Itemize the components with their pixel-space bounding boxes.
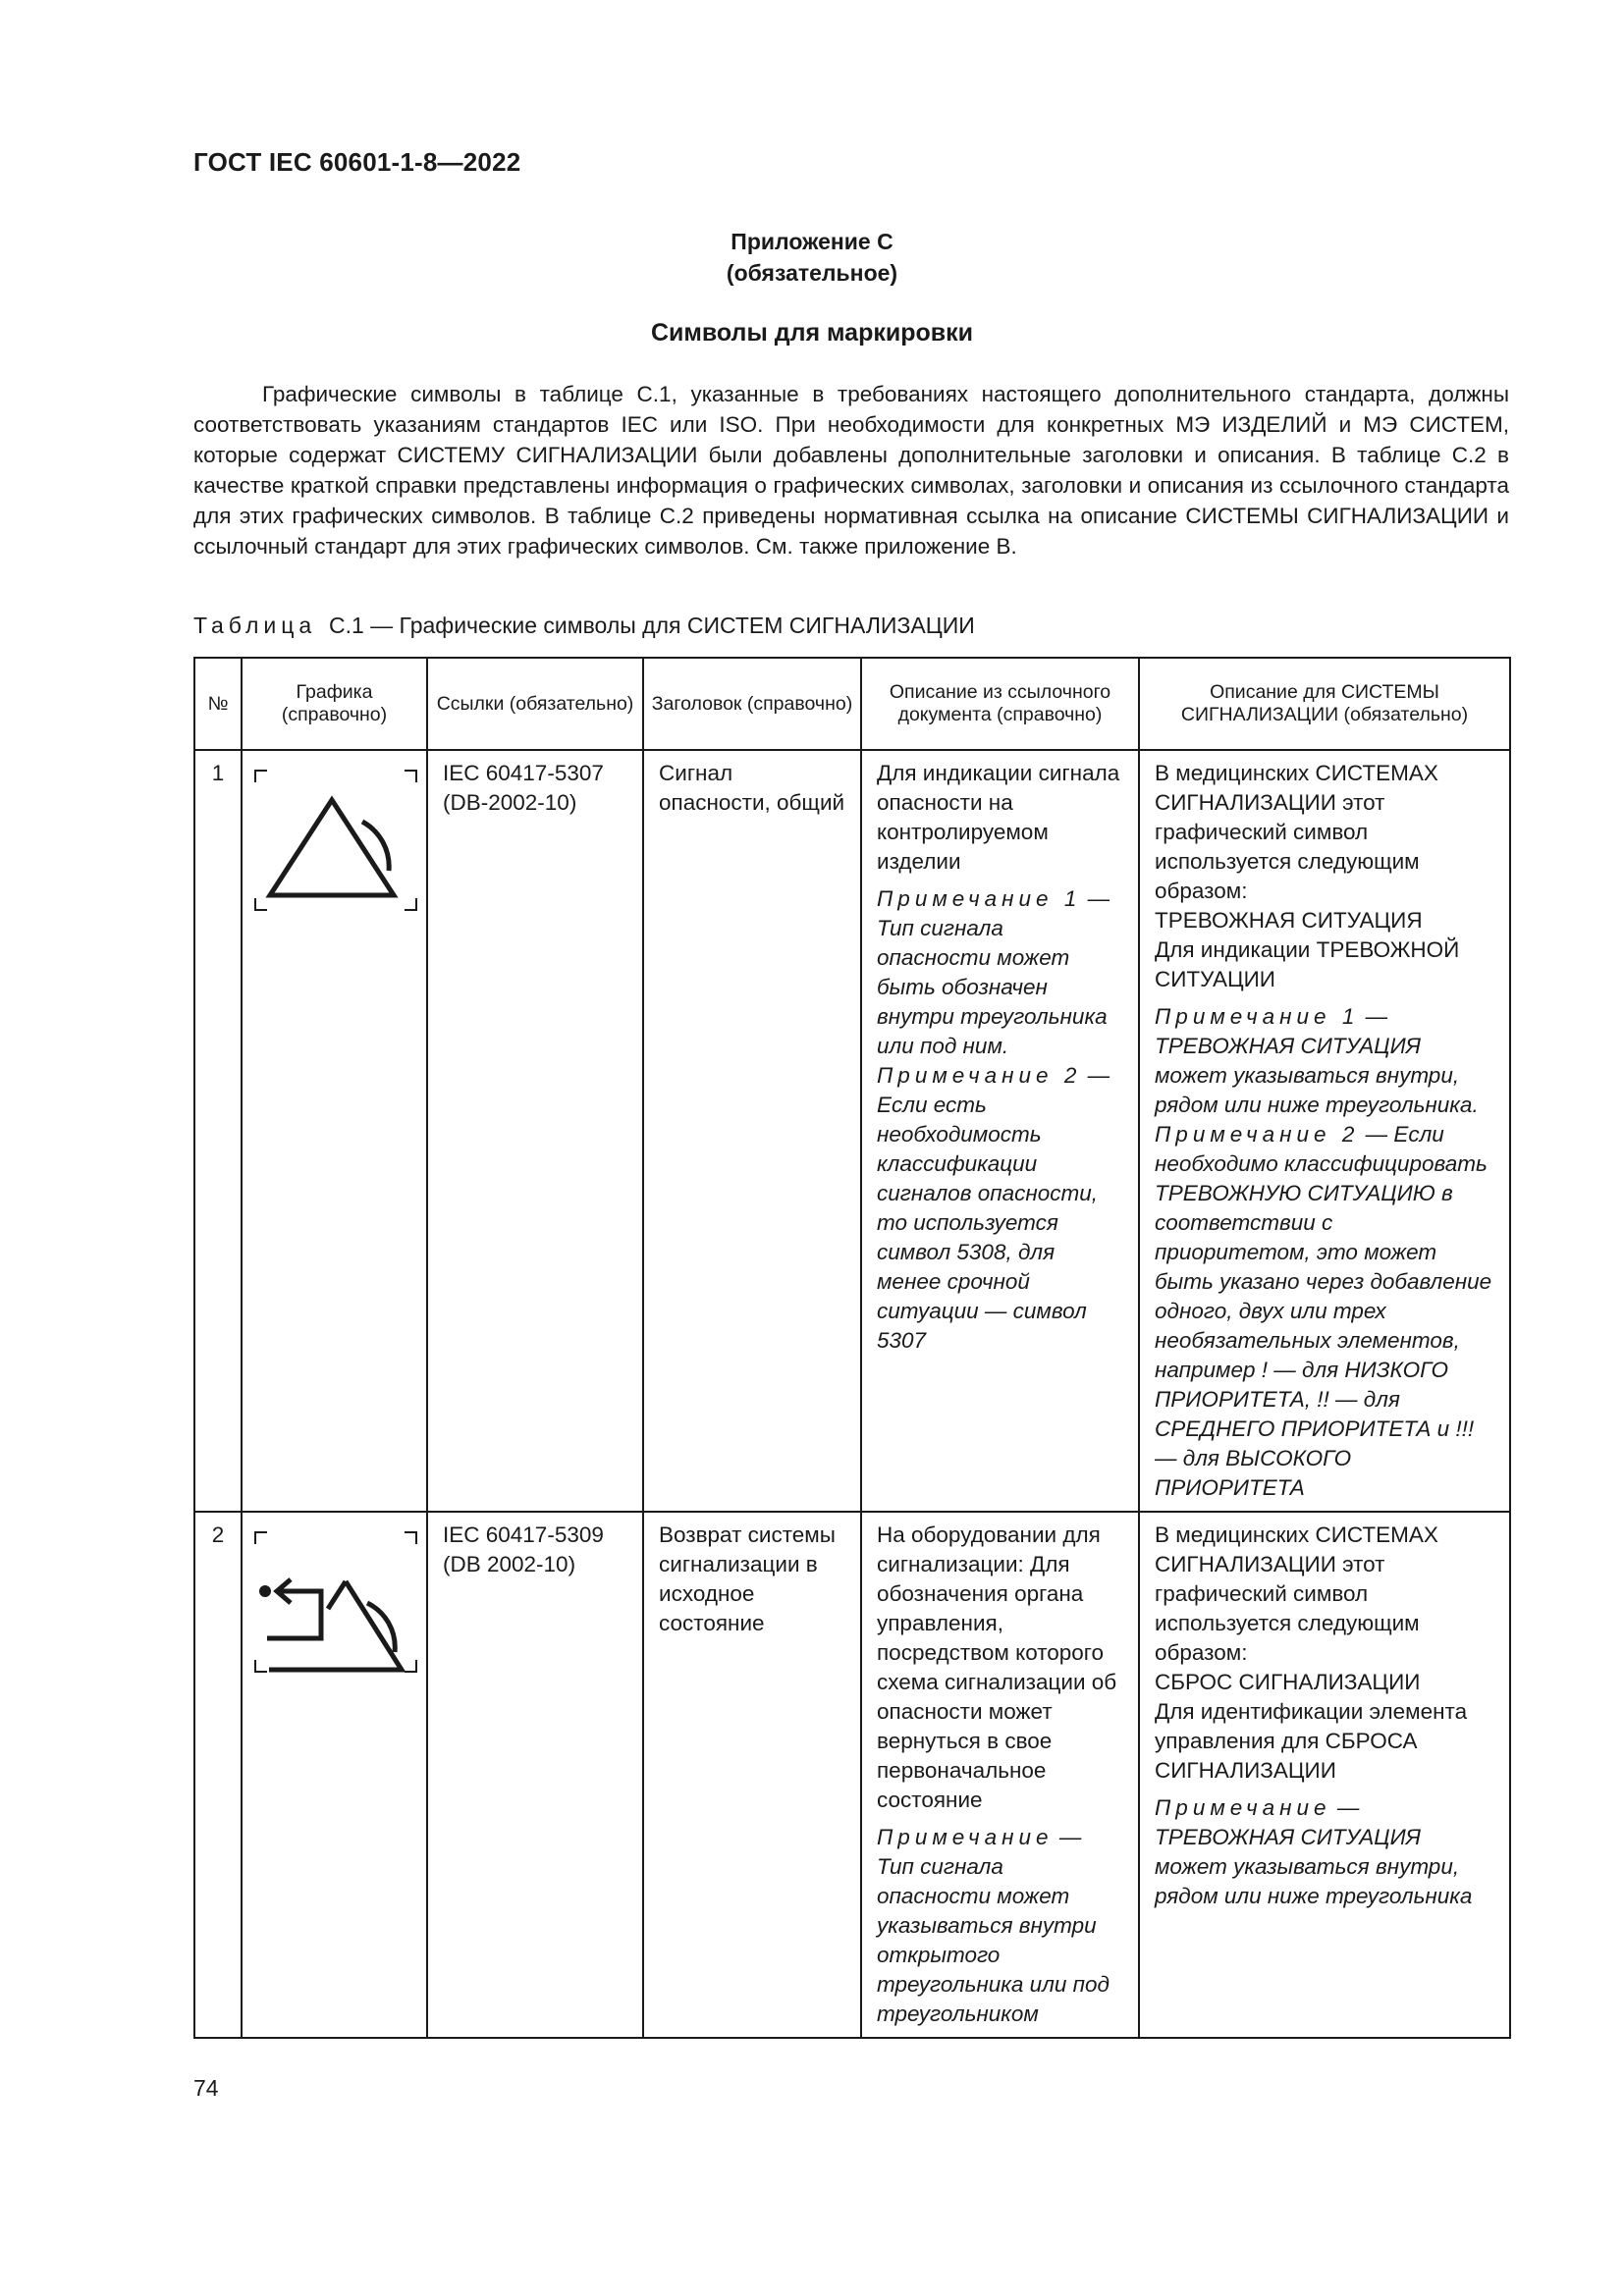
note-label: Примечание <box>1155 1795 1331 1820</box>
sys-desc-cell <box>1139 750 1510 1512</box>
sys-desc-term: ТРЕВОЖНАЯ СИТУАЦИЯ <box>1155 908 1423 933</box>
ref-desc-cell <box>861 1512 1139 2038</box>
note-label: Примечание 2 <box>877 1063 1082 1088</box>
header-num: № <box>194 658 242 750</box>
reference-cell: IEC 60417-5309 (DB 2002-10) <box>427 1512 643 2038</box>
header-sys-desc: Описание для СИСТЕМЫ СИГНАЛИЗАЦИИ (обязательно) <box>1139 658 1510 750</box>
table-caption-label: Таблица <box>193 613 317 638</box>
sys-desc-text: В медицинских СИСТЕМАХ СИГНАЛИЗАЦИИ этот графический символ используется следующим образом: <box>1155 1522 1438 1665</box>
row-number: 1 <box>194 750 242 1512</box>
table-row <box>194 1512 1510 2038</box>
note-text: ТРЕВОЖНАЯ СИТУАЦИЯ может указываться внутри, рядом или ниже треугольника <box>1155 1825 1473 1908</box>
page-number: 74 <box>193 2075 219 2101</box>
annex-title: Приложение С <box>731 229 893 254</box>
alarm-reset-icon <box>247 1522 419 1699</box>
document-id: ГОСТ IEC 60601-1-8—2022 <box>193 147 521 177</box>
symbols-table <box>193 657 1511 2039</box>
ref-note: Примечание — Тип сигнала опасности может указываться внутри открытого треугольника или под треугольником <box>877 1825 1110 2026</box>
intro-paragraph: Графические символы в таблице С.1, указанные в требованиях настоящего дополнительного стандарта, должны соответствовать указаниям стандартов IEC или ISO. При необходимости для конкретных МЭ ИЗДЕЛИЙ и МЭ СИСТЕМ, которые содержат СИСТЕМУ СИГНАЛИЗАЦИИ были добавлены дополнительные заголовки и описания. В таблице С.2 в качестве краткой справки представлены информация о графических символах, заголовки и описания из ссылочного стандарта для этих графических символов. В таблице С.2 приведены нормативная ссылка на описание СИСТЕМЫ СИГНАЛИЗАЦИИ и ссылочный стандарт для этих графических символов. См. также приложение В. <box>193 382 1509 559</box>
note-label: Примечание 1 <box>877 886 1082 911</box>
ref-desc-cell <box>861 750 1139 1512</box>
title-cell: Возврат системы сигнализации в исходное состояние <box>643 1512 861 2038</box>
sys-desc-text: В медицинских СИСТЕМАХ СИГНАЛИЗАЦИИ этот графический символ используется следующим образом: <box>1155 761 1438 903</box>
note-label: Примечание <box>877 1825 1054 1849</box>
sys-note-1: Примечание 1 — ТРЕВОЖНАЯ СИТУАЦИЯ может указываться внутри, рядом или ниже треугольника. <box>1155 1004 1479 1117</box>
header-title: Заголовок (справочно) <box>643 658 861 750</box>
note-text: ТРЕВОЖНАЯ СИТУАЦИЯ может указываться внутри, рядом или ниже треугольника. <box>1155 1034 1479 1117</box>
annex-heading <box>0 226 1624 289</box>
note-text: Тип сигнала опасности может указываться внутри открытого треугольника или под треугольником <box>877 1854 1110 2026</box>
sys-desc-term: СБРОС СИГНАЛИЗАЦИИ <box>1155 1670 1421 1694</box>
graphic-cell <box>242 1512 427 2038</box>
alarm-triangle-icon <box>247 761 419 937</box>
note-label: Примечание 1 <box>1155 1004 1360 1029</box>
reference-cell: IEC 60417-5307 (DB-2002-10) <box>427 750 643 1512</box>
ref-note-1: Примечание 1 — Тип сигнала опасности может быть обозначен внутри треугольника или под ним. <box>877 886 1110 1058</box>
note-text: Если необходимо классифицировать ТРЕВОЖНУЮ СИТУАЦИЮ в соответствии с приоритетом, это может быть указано через добавление одного, двух или трех необязательных элементов, например ! — для НИЗКОГО ПРИОРИТЕТА, !! — для СРЕДНЕГО ПРИОРИТЕТА и !!! — для ВЫСОКОГО ПРИОРИТЕТА <box>1155 1122 1492 1500</box>
header-ref-desc: Описание из ссылочного документа (справочно) <box>861 658 1139 750</box>
sys-note: Примечание — ТРЕВОЖНАЯ СИТУАЦИЯ может указываться внутри, рядом или ниже треугольника <box>1155 1795 1473 1908</box>
table-header-row <box>194 658 1510 750</box>
sys-desc-purpose: Для идентификации элемента управления для СБРОСА СИГНАЛИЗАЦИИ <box>1155 1699 1468 1783</box>
table-row <box>194 750 1510 1512</box>
ref-note-2: Примечание 2 — Если есть необходимость классификации сигналов опасности, то используется символ 5308, для менее срочной ситуации — символ 5307 <box>877 1063 1110 1353</box>
ref-desc-text: Для индикации сигнала опасности на контролируемом изделии <box>877 761 1120 874</box>
sys-desc-cell <box>1139 1512 1510 2038</box>
header-graphic: Графика (справочно) <box>242 658 427 750</box>
table-caption <box>193 613 975 639</box>
table-caption-text: С.1 — Графические символы для СИСТЕМ СИГНАЛИЗАЦИИ <box>328 613 975 638</box>
note-text: Тип сигнала опасности может быть обозначен внутри треугольника или под ним. <box>877 916 1108 1058</box>
note-label: Примечание 2 <box>1155 1122 1360 1147</box>
section-title: Символы для маркировки <box>650 319 974 347</box>
note-text: Если есть необходимость классификации сигналов опасности, то используется символ 5308, для менее срочной ситуации — символ 5307 <box>877 1093 1099 1353</box>
annex-status: (обязательное) <box>726 260 898 286</box>
ref-desc-text: На оборудовании для сигнализации: Для обозначения органа управления, посредством которого схема сигнализации об опасности может вернуться в свое первоначальное состояние <box>877 1522 1117 1812</box>
row-number: 2 <box>194 1512 242 2038</box>
header-refs: Ссылки (обязательно) <box>427 658 643 750</box>
graphic-cell <box>242 750 427 1512</box>
sys-desc-purpose: Для индикации ТРЕВОЖНОЙ СИТУАЦИИ <box>1155 937 1460 991</box>
title-cell: Сигнал опасности, общий <box>643 750 861 1512</box>
sys-note-2: Примечание 2 — Если необходимо классифицировать ТРЕВОЖНУЮ СИТУАЦИЮ в соответствии с приоритетом, это может быть указано через добавление одного, двух или трех необязательных элементов, например ! — для НИЗКОГО ПРИОРИТЕТА, !! — для СРЕДНЕГО ПРИОРИТЕТА и !!! — для ВЫСОКОГО ПРИОРИТЕТА <box>1155 1122 1492 1500</box>
